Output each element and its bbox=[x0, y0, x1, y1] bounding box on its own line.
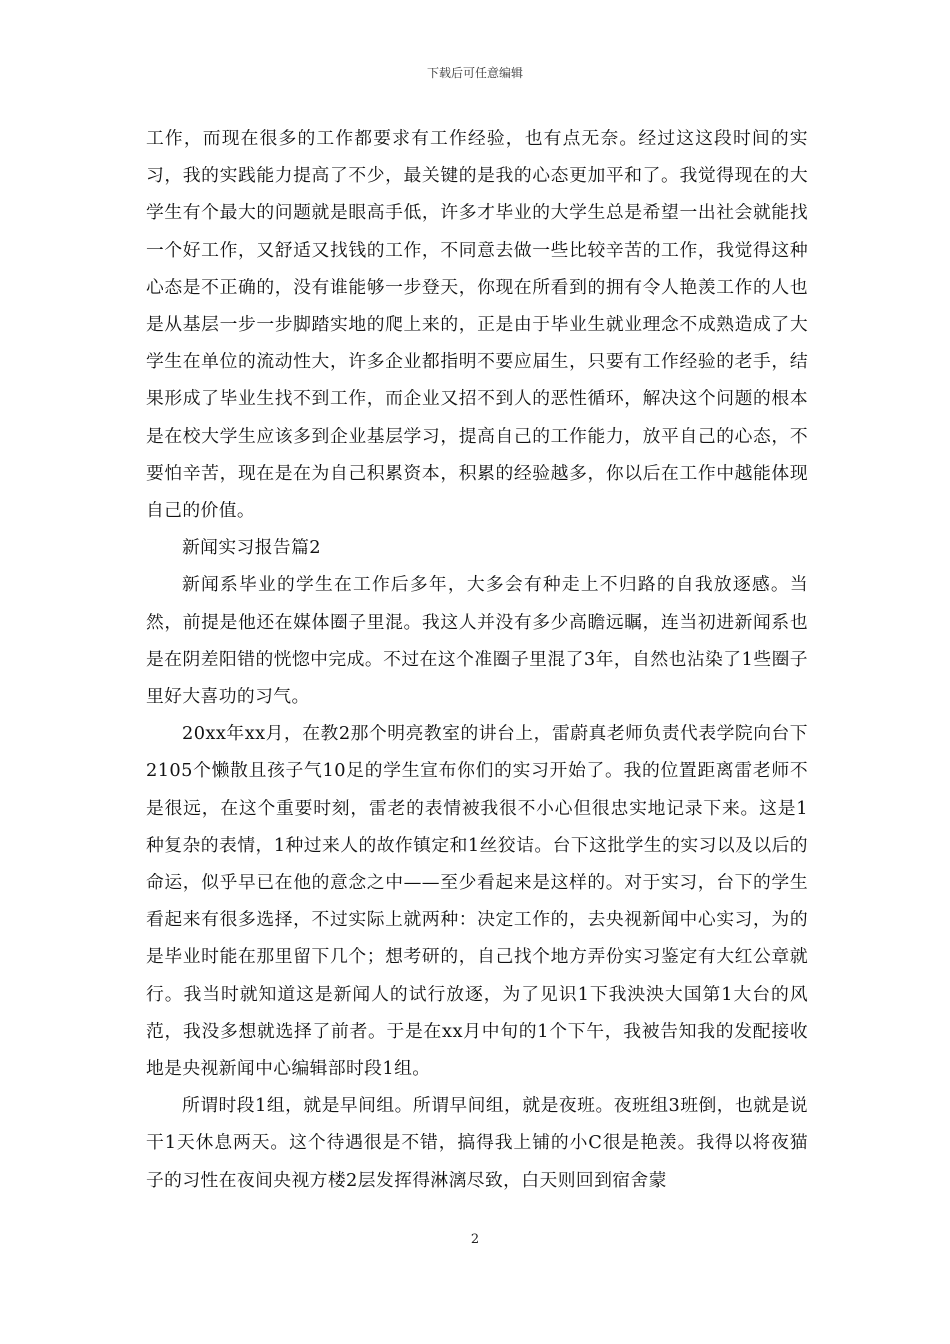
paragraph: 20xx年xx月，在教2那个明亮教室的讲台上，雷蔚真老师负责代表学院向台下2105个懒散且孩子气10足的学生宣布你们的实习开始了。我的位置距离雷老师不是很远，在这个重要时刻，雷老的表情被我很不小心但很忠实地记录下来。这是1种复杂的表情，1种过来人的故作镇定和1丝狡诘。台下这批学生的实习以及以后的命运，似乎早已在他的意念之中——至少看起来是这样的。对于实习，台下的学生看起来有很多选择，不过实际上就两种：决定工作的，去央视新闻中心实习，为的是毕业时能在那里留下几个；想考研的，自己找个地方弄份实习鉴定有大红公章就行。我当时就知道这是新闻人的试行放逐，为了见识1下我泱泱大国第1大台的风范，我没多想就选择了前者。于是在xx月中旬的1个下午，我被告知我的发配接收地是央视新闻中心编辑部时段1组。 bbox=[146, 723, 808, 1080]
page-number: 2 bbox=[470, 1232, 480, 1247]
document-body bbox=[146, 120, 808, 1199]
paragraph-continuation: 工作，而现在很多的工作都要求有工作经验，也有点无奈。经过这这段时间的实习，我的实践能力提高了不少，最关键的是我的心态更加平和了。我觉得现在的大学生有个最大的问题就是眼高手低，许多才毕业的大学生总是希望一出社会就能找一个好工作，又舒适又找钱的工作，不同意去做一些比较辛苦的工作，我觉得这种心态是不正确的，没有谁能够一步登天，你现在所看到的拥有令人艳羡工作的人也是从基层一步一步脚踏实地的爬上来的，正是由于毕业生就业理念不成熟造成了大学生在单位的流动性大，许多企业都指明不要应届生，只要有工作经验的老手，结果形成了毕业生找不到工作，而企业又招不到人的恶性循环，解决这个问题的根本是在校大学生应该多到企业基层学习，提高自己的工作能力，放平自己的心态，不要怕辛苦，现在是在为自己积累资本，积累的经验越多，你以后在工作中越能体现自己的价值。 bbox=[146, 128, 808, 522]
paragraph: 新闻系毕业的学生在工作后多年，大多会有种走上不归路的自我放逐感。当然，前提是他还在媒体圈子里混。我这人并没有多少高瞻远瞩，连当初进新闻系也是在阴差阳错的恍惚中完成。不过在这个准圈子里混了3年，自然也沾染了1些圈子里好大喜功的习气。 bbox=[146, 574, 808, 708]
section-heading: 新闻实习报告篇2 bbox=[182, 537, 321, 559]
paragraph: 所谓时段1组，就是早间组。所谓早间组，就是夜班。夜班组3班倒，也就是说干1天休息两天。这个待遇很是不错，搞得我上铺的小C很是艳羡。我得以将夜猫子的习性在夜间央视方楼2层发挥得淋漓尽致，白天则回到宿舍蒙 bbox=[146, 1095, 808, 1191]
page-header: 下载后可任意编辑 bbox=[426, 66, 523, 80]
